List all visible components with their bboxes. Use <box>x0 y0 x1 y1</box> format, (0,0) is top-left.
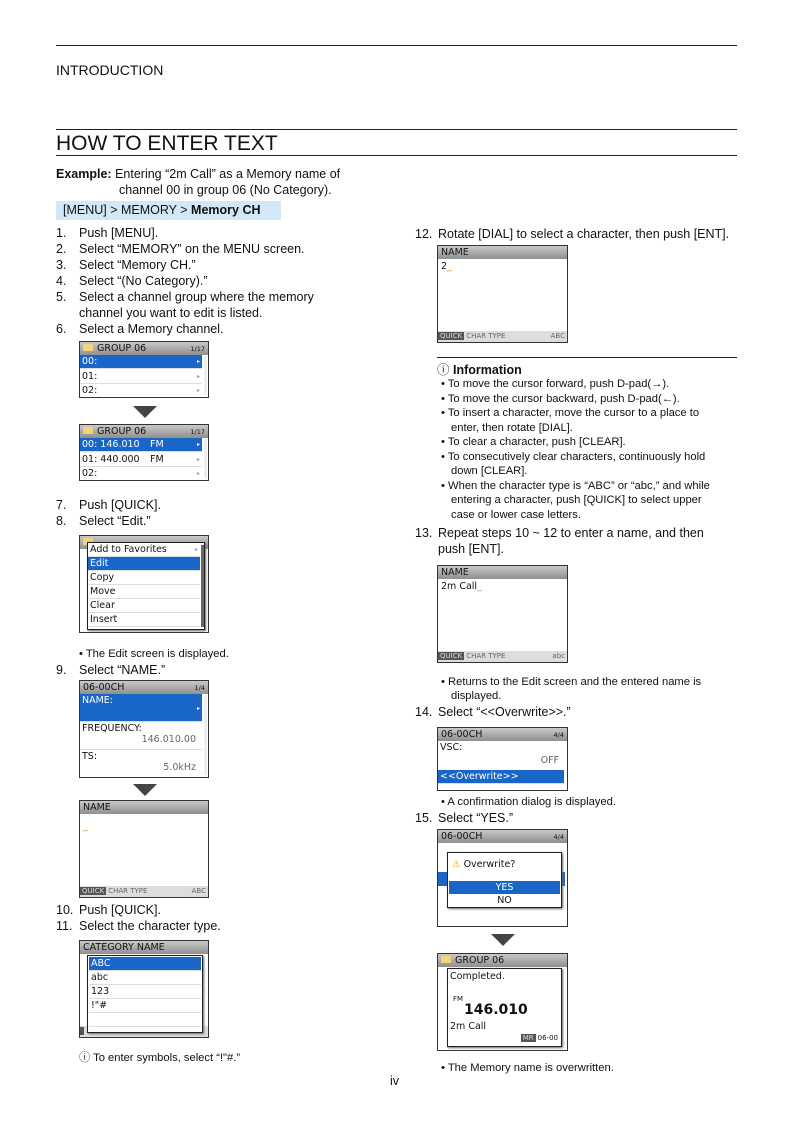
menu-item[interactable]: Insert <box>88 613 200 627</box>
info-item: • To move the cursor forward, push D-pad(→). <box>441 378 670 390</box>
group-screen: GROUP 06 1/17 00: 146.010 FM ▸ 01: 440.000 FM ▸ 02: ▸ <box>79 424 209 481</box>
step-text: Select a Memory channel. <box>79 322 224 336</box>
step-text: Select “Memory CH.” <box>79 258 196 272</box>
info-icon: ⓘ <box>79 1052 91 1064</box>
step-text: Push [QUICK]. <box>79 498 161 512</box>
warning-icon: ⚠ <box>452 859 461 870</box>
no-button[interactable]: NO <box>497 895 512 906</box>
step-text: Select a channel group where the memory <box>79 290 314 304</box>
menu-item[interactable]: Move <box>88 585 200 599</box>
step-text: Push [MENU]. <box>79 226 159 240</box>
channel-row[interactable]: 02: ▸ <box>82 385 200 396</box>
note-text: The Edit screen is displayed. <box>85 648 229 660</box>
folder-icon <box>441 956 451 963</box>
down-arrow-icon <box>133 406 157 418</box>
example-text: channel 00 in group 06 (No Category). <box>119 183 332 197</box>
page-number: iv <box>390 1074 400 1088</box>
ts-item[interactable]: TS: 5.0kHz <box>82 751 196 773</box>
char-type-screen <box>79 940 209 1038</box>
info-item: • To move the cursor backward, push D-pad(←). <box>441 392 680 405</box>
channel-row[interactable]: 00: ▸ <box>82 356 200 367</box>
step-text: Rotate [DIAL] to select a character, then push [ENT]. <box>438 227 730 241</box>
info-item: • To clear a character, push [CLEAR]. <box>441 436 626 448</box>
breadcrumb: [MENU] > MEMORY > Memory CH <box>56 201 281 220</box>
info-title: Information <box>453 363 522 377</box>
quick-menu-screen <box>79 535 209 633</box>
edit-screen: 06-00CH 1/4 NAME: ▸ FREQUENCY: 146.010.00 TS: 5.0kHz <box>79 680 209 778</box>
name-screen: NAME _ QUICK CHAR TYPE ABC <box>79 800 209 898</box>
completed-screen: GROUP 06 Completed. FM 146.010 2m Call MR 06-00 <box>437 953 568 1051</box>
info-item: • To insert a character, move the cursor to a place to <box>441 407 700 419</box>
menu-item[interactable]: Add to Favorites ▸ <box>90 544 198 555</box>
step-text: Select “MEMORY” on the MENU screen. <box>79 242 305 256</box>
group-screen: GROUP 06 1/17 00: ▸ 01: ▸ 02: ▸ <box>79 341 209 398</box>
group-title: GROUP 06 <box>455 955 505 966</box>
char-type-option[interactable]: 123 <box>89 985 201 999</box>
section-header: INTRODUCTION <box>56 62 164 78</box>
char-type-option[interactable]: !"# <box>89 999 201 1013</box>
note-text: displayed. <box>451 690 502 702</box>
note-text: Returns to the Edit screen and the entered name is <box>448 676 702 688</box>
overwrite-dialog-screen: 06-00CH 4/4 ⚠ Overwrite? YES NO <box>437 829 568 927</box>
char-type-option[interactable]: ABC <box>89 957 201 971</box>
frequency-item[interactable]: FREQUENCY: 146.010.00 <box>80 722 202 750</box>
note-text: The Memory name is overwritten. <box>447 1062 614 1074</box>
example-label: Example: <box>56 167 112 181</box>
info-item: • When the character type is “ABC” or “abc,” and while <box>441 479 710 492</box>
char-type-option[interactable]: abc <box>89 971 201 985</box>
vsc-screen: 06-00CH 4/4 VSC: OFF <<Overwrite>> <box>437 727 568 791</box>
down-arrow-icon <box>491 934 515 946</box>
note-text: To enter symbols, select “!"#.” <box>93 1052 241 1064</box>
step-text: Select “Edit.” <box>79 514 151 528</box>
page-title: HOW TO ENTER TEXT <box>56 132 278 155</box>
info-item: entering a character, push [QUICK] to select upper <box>451 494 702 506</box>
overwrite-item[interactable]: <<Overwrite>> <box>438 770 564 784</box>
step-text: Select the character type. <box>79 919 221 933</box>
down-arrow-icon <box>133 784 157 796</box>
name-screen: NAME 2m Call_ QUICK CHAR TYPE abc <box>437 565 568 663</box>
char-type-header: CATEGORY NAME <box>80 941 208 954</box>
channel-row[interactable]: 01: ▸ <box>82 371 200 382</box>
info-item: down [CLEAR]. <box>451 465 528 477</box>
step-text: push [ENT]. <box>438 542 504 556</box>
name-screen: NAME 2_ QUICK CHAR TYPE ABC <box>437 245 568 343</box>
menu-item[interactable]: Edit <box>88 557 200 571</box>
yes-button[interactable]: YES <box>449 881 560 894</box>
step-text: Repeat steps 10 ~ 12 to enter a name, and then <box>438 526 704 540</box>
menu-item[interactable]: Copy <box>88 571 200 585</box>
menu-item[interactable]: Clear <box>88 599 200 613</box>
step-text: Select “NAME.” <box>79 663 166 677</box>
step-text: channel you want to edit is listed. <box>79 306 263 320</box>
name-item[interactable]: NAME: ▸ <box>80 694 202 722</box>
info-icon: ⓘ <box>437 363 450 377</box>
info-item: enter, then rotate [DIAL]. <box>451 421 573 434</box>
step-text: Push [QUICK]. <box>79 903 161 917</box>
example-text: Entering “2m Call” as a Memory name of <box>115 167 341 181</box>
note-text: A confirmation dialog is displayed. <box>447 796 616 808</box>
step-text: Select “<<Overwrite>>.” <box>438 705 571 719</box>
info-item: • To consecutively clear characters, continuously hold <box>441 450 706 463</box>
step-text: Select “(No Category).” <box>79 274 208 288</box>
step-text: Select “YES.” <box>438 811 514 825</box>
info-item: case or lower case letters. <box>451 508 581 521</box>
